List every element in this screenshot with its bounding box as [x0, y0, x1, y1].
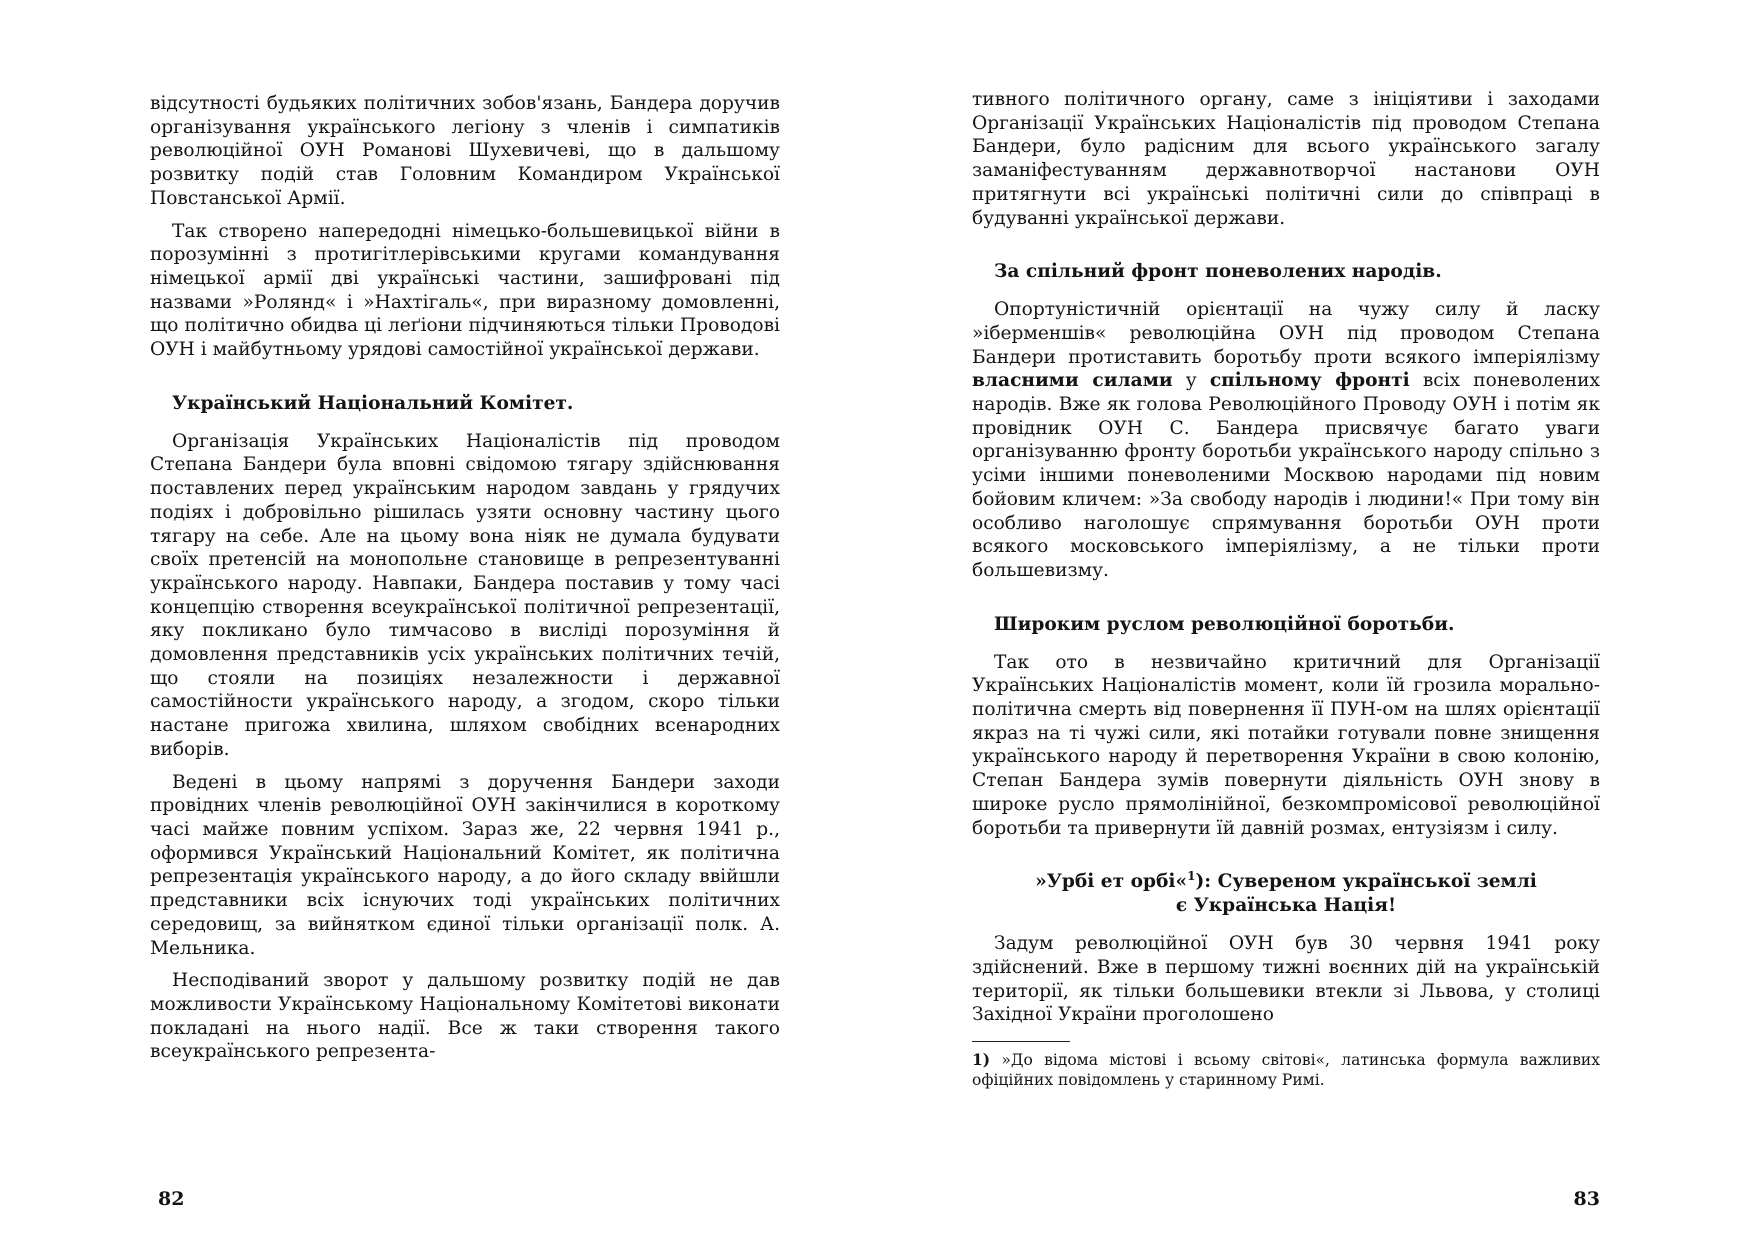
emphasis: спільному фронті: [1209, 370, 1410, 392]
body-paragraph: Ведені в цьому напрямі з доручення Бандери заходи провідних членів революційної ОУН закінчилися в короткому часі майже повним успіхом. Зараз же, 22 червня 1941 р., оформився Український Національний Комітет, як політична репрезентація українського народу, а до його складу ввійшли представники всіх існуючих тоді українських політичних середовищ, за вийнятком єдиної тільки організації полк. А. Мельника.: [150, 771, 780, 959]
body-paragraph: Так створено напередодні німецько-большевицької війни в порозумінні з протигітлерівськими кругами командування німецької армії дві українські частини, зашифровані під назвами »Ролянд« і »Нахтігаль«, при виразному домовленні, що політично обидва ці леґіони підчиняються тільки Проводові ОУН і майбутньому урядові самостійної української держави.: [150, 220, 780, 361]
footnote-text: »До відома містові і всьому світові«, латинська формула важливих офіційних повідомлень у старинному Римі.: [972, 1051, 1601, 1090]
section-heading-revolutionary-struggle: Широким руслом революційної боротьби.: [994, 613, 1455, 635]
section-heading-national-committee: Український Національний Комітет.: [172, 392, 574, 414]
body-paragraph: Несподіваний зворот у дальшому розвитку подій не дав можливости Українському Національному Комітетові виконати покладані на нього надії. Все ж таки створення такого всеукраїнського репрезента-: [150, 970, 780, 1063]
emphasis: власними силами: [972, 370, 1173, 392]
text-run: у: [1185, 370, 1197, 392]
section-heading-common-front: За спільний фронт поневолених народів.: [994, 261, 1442, 283]
left-page: [150, 0, 780, 1240]
footnote-marker: 1): [972, 1050, 991, 1070]
left-page-text-column: [150, 92, 780, 1064]
body-paragraph: [972, 298, 1600, 582]
footnote-reference: 1: [1187, 869, 1196, 884]
body-paragraph: Так ото в незвичайно критичний для Організації Українських Націоналістів момент, коли їй грозила морально-політична смерть від повернення її ПУН-ом на шлях орієнтації якраз на ті чужі сили, які потайки готували повне знищення українського народу й перетворення України в свою колонію, Степан Бандера зумів повернути діяльність ОУН знову в широке русло прямолінійної, безкомпромісової революційної боротьби та привернути їй давній розмах, ентузіязм і силу.: [972, 651, 1600, 839]
heading-text: є Українська Нація!: [1175, 895, 1397, 917]
page-number: 82: [158, 1188, 185, 1210]
heading-text: »Урбі ет орбі«: [1035, 871, 1188, 893]
section-heading-urbi-et-orbi: [972, 870, 1600, 918]
right-page: [972, 0, 1600, 1240]
body-paragraph: тивного політичного органу, саме з ініціятиви і заходами Організації Українських Націоналістів під проводом Степана Бандери, було радісним для всього українського загалу заманіфестуванням державнотворчої настанови ОУН притягнути всі українські політичні сили до співпраці в будуванні української держави.: [972, 89, 1600, 229]
body-paragraph: Організація Українських Націоналістів під проводом Степана Бандери була вповні свідомою тягару здійснювання поставлених перед українським народом завдань у грядучих подіях і добровільно рішилась узяти основну частину цього тягару на себе. Але на цьому вона ніяк не думала будувати своїх претенсій на монопольне становище в репрезентуванні українського народу. Навпаки, Бандера поставив у тому часі концепцію створення всеукраїнської політичної репрезентації, яку покликано було тимчасово в висліді порозуміння й домовлення представників усіх українських політичних течій, що стояли на позиціях незалежности і державної самостійности українського народу, а згодом, скоро тільки настане пригожа хвилина, шляхом свобідних всенародних виборів.: [150, 430, 780, 760]
right-page-text-column: [972, 88, 1600, 1090]
text-run: Опортуністичній орієнтації на чужу силу й ласку »іберменшів« революційна ОУН під проводом Степана Бандери протиставить боротьбу проти всякого імперіялізму: [972, 299, 1600, 368]
page-number: 83: [1573, 1188, 1600, 1210]
heading-text: ): Сувереном української землі: [1195, 871, 1537, 893]
text-run: всіх поневолених народів. Вже як голова Революційного Проводу ОУН і потім як провідник ОУН С. Бандера присвячує багато уваги організуванню фронту боротьби українського народу спільно з усіми іншими поневоленими Москвою народами під новим бойовим кличем: »За свободу народів і людини!« При тому він особливо наголошує спрямування боротьби ОУН проти всякого московського імперіялізму, а не тільки проти большевизму.: [972, 370, 1600, 581]
footnote-divider: [972, 1041, 1070, 1042]
footnote: [972, 1050, 1600, 1090]
body-paragraph: Задум революційної ОУН був 30 червня 1941 року здійснений. Вже в першому тижні воєнних дій на українській території, як тільки большевики втекли зі Львова, у столиці Західної України проголошено: [972, 933, 1600, 1026]
body-paragraph: відсутності будьяких політичних зобов'язань, Бандера доручив організування українського легіону з членів і симпатиків революційної ОУН Романові Шухевичеві, що в дальшому розвитку подій став Головним Командиром Української Повстанської Армії.: [150, 93, 780, 209]
